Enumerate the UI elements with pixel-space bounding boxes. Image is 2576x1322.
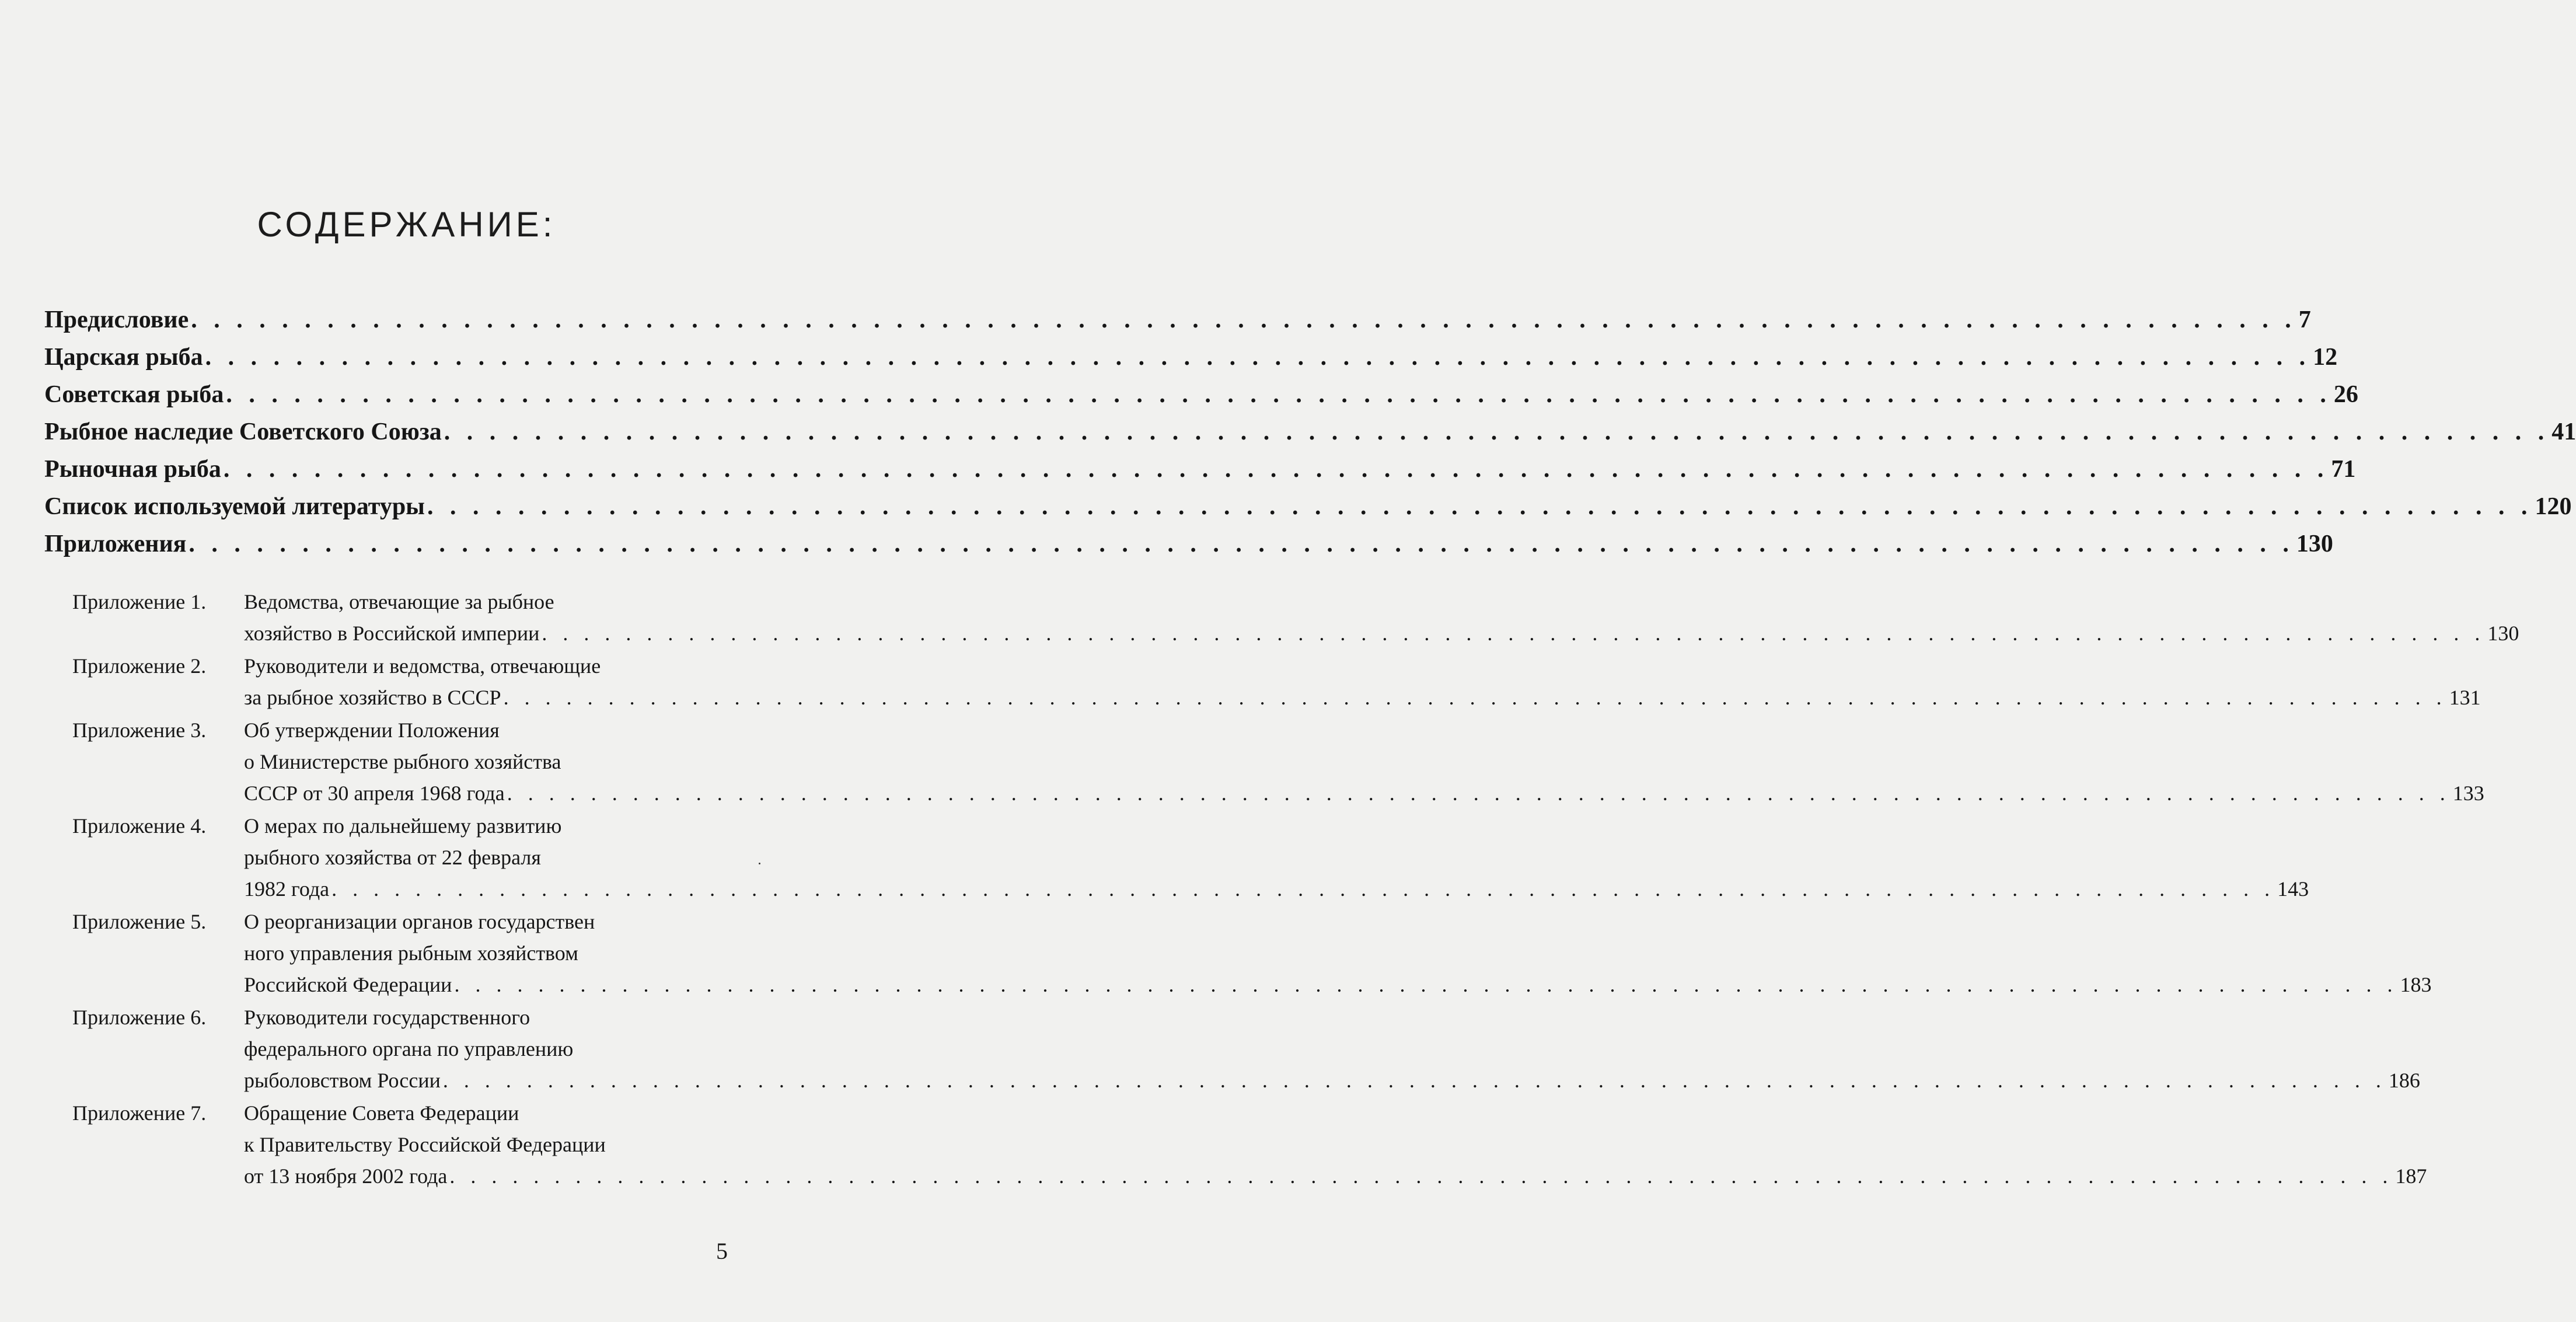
appendix-title-line: о Министерстве рыбного хозяйства	[244, 750, 561, 773]
appendix-entry-5[interactable]	[72, 906, 2432, 1000]
leader-dots	[443, 1065, 2386, 1096]
appendix-title-line: Ведомства, отвечающие за рыбное	[244, 590, 554, 613]
toc-entry-tsarist-fish[interactable]	[44, 343, 2338, 381]
appendix-label: Приложение 2.	[72, 654, 207, 678]
appendix-page: 187	[2395, 1164, 2427, 1188]
toc-entry-label: Царская рыба	[44, 344, 203, 371]
appendix-last-line	[244, 969, 2431, 1000]
toc-entry-preface[interactable]	[44, 306, 2311, 343]
appendix-title-line: 1982 года	[244, 877, 330, 901]
appendix-title-line: Российской Федерации	[244, 973, 452, 996]
appendix-list	[72, 586, 2519, 1193]
appendix-title	[244, 650, 2481, 713]
appendix-title-line: федерального органа по управлению	[244, 1037, 574, 1061]
appendix-label: Приложение 3.	[72, 718, 207, 742]
appendix-title-line: ного управления рыбным хозяйством	[244, 941, 578, 965]
appendix-title-line: О мерах по дальнейшему развитию	[244, 814, 562, 838]
appendix-entry-4[interactable]	[72, 810, 2309, 905]
toc-entry-label: Советская рыба	[44, 381, 224, 408]
leader-dots	[191, 306, 2296, 334]
appendix-label: Приложение 6.	[72, 1006, 207, 1029]
appendix-title	[244, 1002, 2420, 1096]
toc-entry-page: 71	[2331, 456, 2356, 483]
appendix-title	[244, 810, 2309, 905]
appendix-title	[244, 1097, 2427, 1192]
appendix-title-line: Об утверждении Положения	[244, 718, 500, 742]
appendix-title-line: рыболовством России	[244, 1069, 441, 1092]
leader-dots	[331, 873, 2275, 905]
appendix-page: 131	[2449, 686, 2481, 709]
toc-entry-label: Список используемой литературы	[44, 493, 425, 520]
appendix-title-line: хозяйство в Российской империи	[244, 622, 540, 645]
paper-speck	[759, 863, 760, 864]
appendix-title-line: от 13 ноября 2002 года	[244, 1164, 448, 1188]
appendix-page: 130	[2487, 622, 2519, 645]
appendix-title-line: Обращение Совета Федерации	[244, 1101, 519, 1125]
appendix-entry-7[interactable]	[72, 1097, 2427, 1192]
leader-dots	[205, 343, 2311, 371]
toc-main-list	[44, 306, 2576, 567]
appendix-last-line	[244, 873, 2309, 905]
toc-entry-page: 7	[2298, 306, 2311, 333]
leader-dots	[226, 381, 2331, 409]
leader-dots	[224, 455, 2329, 483]
appendix-page: 183	[2400, 973, 2432, 996]
toc-entry-page: 26	[2333, 381, 2358, 408]
appendix-label: Приложение 5.	[72, 910, 207, 933]
leader-dots	[454, 969, 2397, 1000]
toc-entry-bibliography[interactable]	[44, 493, 2572, 530]
page-number: 5	[716, 1238, 728, 1264]
show-through-text	[193, 140, 198, 165]
toc-entry-page: 130	[2296, 531, 2333, 557]
toc-entry-label: Приложения	[44, 531, 187, 557]
appendix-entry-3[interactable]	[72, 714, 2484, 809]
toc-entry-label: Рыбное наследие Советского Союза	[44, 418, 442, 445]
appendix-title	[244, 586, 2519, 649]
appendix-title-line: СССР от 30 апреля 1968 года	[244, 782, 505, 805]
appendix-page: 133	[2452, 782, 2484, 805]
toc-entry-soviet-legacy[interactable]	[44, 418, 2576, 455]
toc-entry-soviet-fish[interactable]	[44, 381, 2358, 418]
appendix-last-line	[244, 682, 2481, 713]
leader-dots	[507, 777, 2451, 809]
toc-title: СОДЕРЖАНИЕ:	[257, 205, 556, 244]
leader-dots	[504, 682, 2447, 713]
leader-dots	[189, 530, 2294, 558]
appendix-page: 143	[2277, 877, 2309, 901]
toc-entry-page: 12	[2313, 344, 2338, 371]
leader-dots	[449, 1160, 2393, 1192]
appendix-entry-6[interactable]	[72, 1002, 2420, 1096]
appendix-title-line: к Правительству Российской Федерации	[244, 1133, 606, 1156]
appendix-title-line: рыбного хозяйства от 22 февраля	[244, 846, 541, 869]
appendix-last-line	[244, 1065, 2420, 1096]
leader-dots	[427, 493, 2533, 521]
appendix-title-line: О реорганизации органов государствен	[244, 910, 595, 933]
appendix-title	[244, 714, 2484, 809]
toc-entry-label: Рыночная рыба	[44, 456, 221, 483]
appendix-label: Приложение 7.	[72, 1101, 207, 1125]
appendix-page: 186	[2388, 1069, 2420, 1092]
appendix-title-line: Руководители и ведомства, отвечающие	[244, 654, 601, 678]
appendix-label: Приложение 4.	[72, 814, 207, 838]
appendix-last-line	[244, 618, 2519, 649]
toc-entry-market-fish[interactable]	[44, 455, 2356, 493]
toc-entry-label: Предисловие	[44, 306, 189, 333]
appendix-entry-1[interactable]	[72, 586, 2519, 649]
toc-entry-page: 41	[2551, 418, 2576, 445]
appendix-last-line	[244, 1160, 2427, 1192]
appendix-entry-2[interactable]	[72, 650, 2481, 713]
leader-dots	[444, 418, 2550, 446]
show-through-text	[169, 105, 174, 130]
appendix-title-line: за рыбное хозяйство в СССР	[244, 686, 501, 709]
appendix-title	[244, 906, 2431, 1000]
appendix-title-line: Руководители государственного	[244, 1006, 530, 1029]
toc-entry-page: 120	[2535, 493, 2572, 520]
appendix-last-line	[244, 777, 2484, 809]
toc-entry-appendices[interactable]	[44, 530, 2333, 567]
leader-dots	[542, 618, 2485, 649]
appendix-label: Приложение 1.	[72, 590, 207, 613]
